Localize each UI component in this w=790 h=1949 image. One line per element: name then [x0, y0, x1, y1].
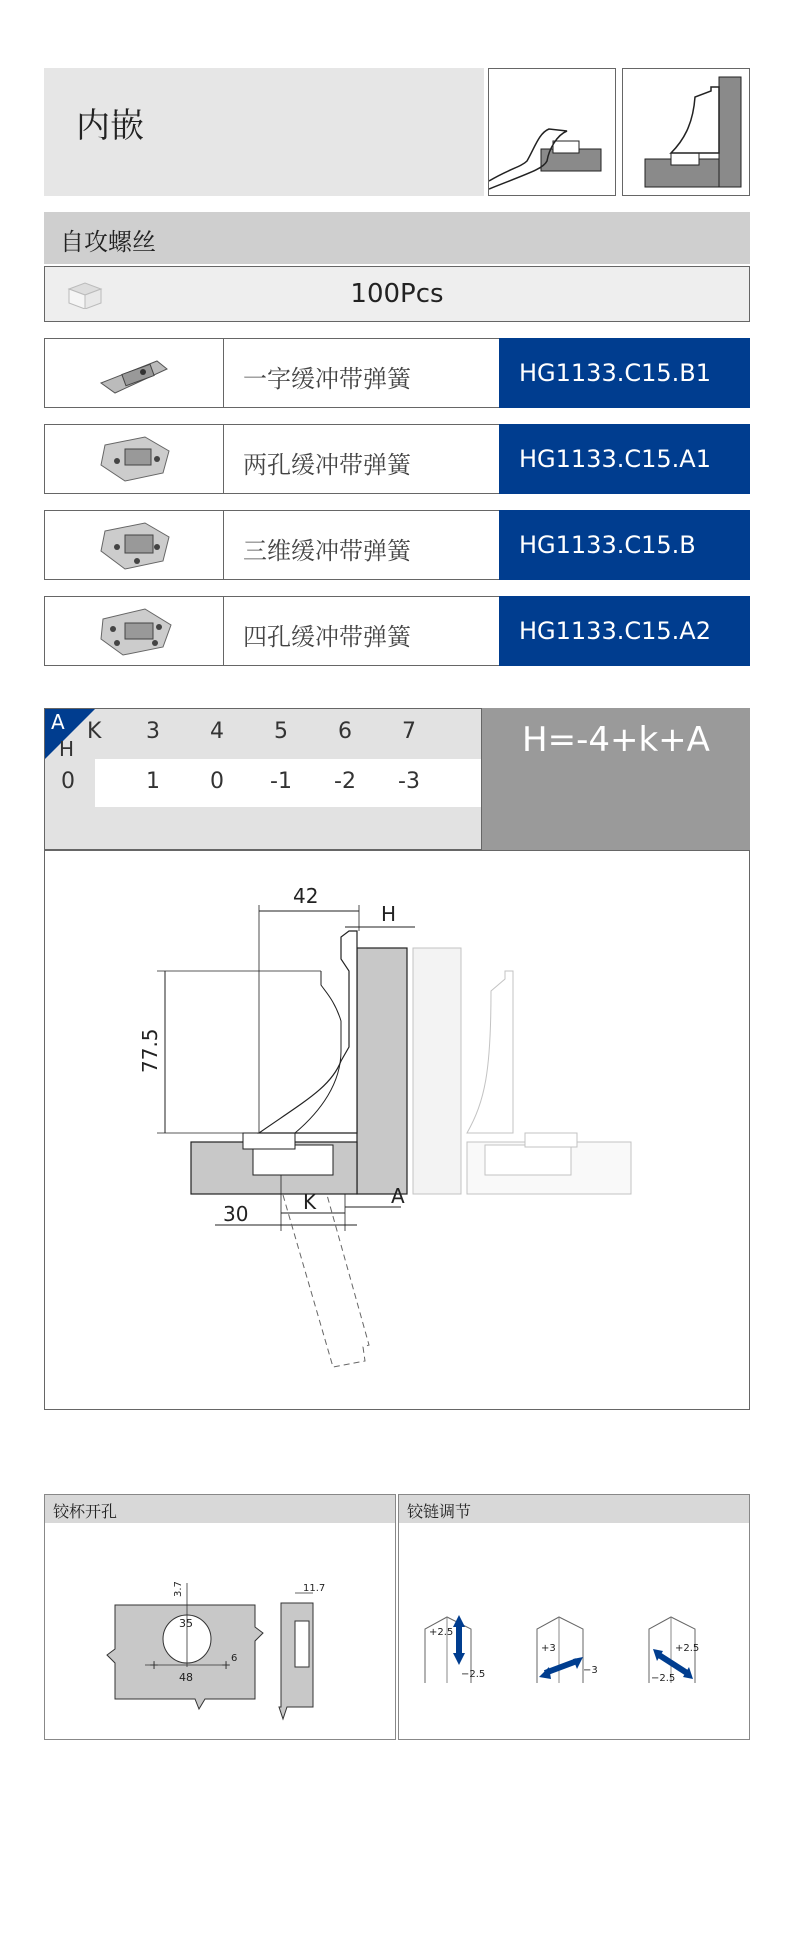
section-title-bar	[44, 68, 484, 196]
product-row	[44, 338, 750, 408]
adjust-3-plus: +2.5	[675, 1643, 700, 1654]
product-row	[44, 424, 750, 494]
corner-a: A	[51, 710, 65, 734]
dim-775-label: 77.5	[138, 1028, 162, 1073]
product-name: 三维缓冲带弹簧	[243, 537, 411, 565]
adjust-2-minus: −3	[583, 1665, 598, 1676]
product-name: 四孔缓冲带弹簧	[243, 623, 411, 651]
h-value: 0	[61, 769, 75, 794]
k-value: 3	[146, 719, 160, 744]
product-row	[44, 510, 750, 580]
k-label: K	[87, 719, 102, 744]
mounting-plate-image	[45, 597, 224, 665]
mounting-plate-image	[45, 425, 224, 493]
cup-drilling-title: 铰杯开孔	[53, 1502, 118, 1521]
k-value: 4	[210, 719, 224, 744]
k-value: 6	[338, 719, 352, 744]
k-value: 7	[402, 719, 416, 744]
mounting-plate-image	[45, 339, 224, 407]
hinge-adjustment-title: 铰链调节	[407, 1502, 472, 1521]
dim-h-label: H	[381, 902, 397, 926]
corner-h: H	[59, 737, 75, 761]
formula-panel	[482, 708, 750, 850]
product-name: 一字缓冲带弹簧	[243, 365, 411, 393]
dim-a-label: A	[391, 1184, 405, 1208]
result-value: -3	[398, 769, 420, 794]
svg-text:+: +	[221, 1658, 232, 1672]
quantity-text: 100Pcs	[350, 279, 444, 309]
adjust-1-minus: −2.5	[461, 1669, 486, 1680]
product-row	[44, 596, 750, 666]
cup-dim-35: 35	[179, 1617, 193, 1630]
svg-text:+: +	[149, 1658, 160, 1672]
product-code: HG1133.C15.A2	[499, 596, 750, 666]
screw-header	[44, 212, 750, 264]
result-value: -1	[270, 769, 292, 794]
hinge-technical-drawing	[44, 850, 750, 1410]
dim-k-label: K	[303, 1190, 317, 1214]
result-value: 0	[210, 769, 224, 794]
product-code: HG1133.C15.A1	[499, 424, 750, 494]
quantity-row	[44, 266, 750, 322]
product-name: 两孔缓冲带弹簧	[243, 451, 411, 479]
cup-dim-48: 48	[179, 1671, 193, 1684]
overlay-hinge-thumbnail-2	[622, 68, 750, 196]
hinge-adjustment-pane	[398, 1494, 750, 1740]
cup-dim-37: 3.7	[173, 1581, 184, 1597]
dim-42-label: 42	[293, 884, 319, 908]
k-value: 5	[274, 719, 288, 744]
result-value: 1	[146, 769, 160, 794]
product-code: HG1133.C15.B1	[499, 338, 750, 408]
adjustment-table	[44, 708, 482, 850]
section-title: 内嵌	[76, 106, 144, 146]
adjust-1-plus: +2.5	[429, 1627, 454, 1638]
cup-drilling-pane	[44, 1494, 396, 1740]
result-value: -2	[334, 769, 356, 794]
mounting-plate-image	[45, 511, 224, 579]
adjust-2-plus: +3	[541, 1643, 556, 1654]
screw-label: 自攻螺丝	[60, 228, 156, 256]
formula-text: H=-4+k+A	[522, 720, 710, 760]
adjust-3-minus: −2.5	[651, 1673, 676, 1684]
dim-30-label: 30	[223, 1202, 249, 1226]
cup-dim-6: 6	[231, 1653, 238, 1664]
product-code: HG1133.C15.B	[499, 510, 750, 580]
cup-dim-117: 11.7	[303, 1583, 326, 1594]
overlay-hinge-thumbnail-1	[488, 68, 616, 196]
